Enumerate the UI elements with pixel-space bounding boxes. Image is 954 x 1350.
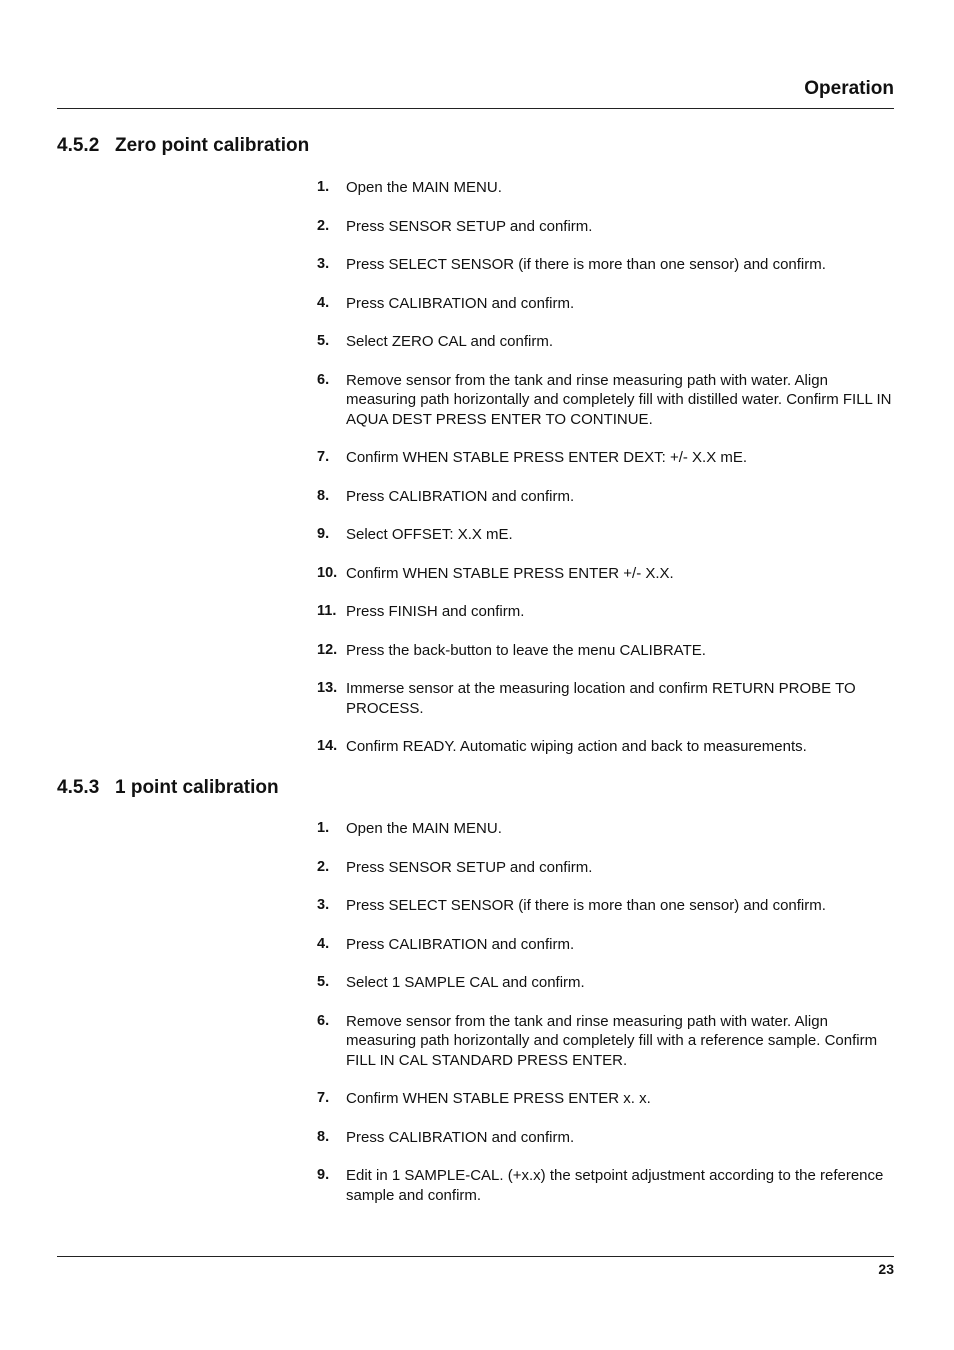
step-number: 14. (317, 738, 338, 754)
step-item (317, 525, 894, 545)
section-heading-zero-point (57, 135, 309, 157)
step-item (317, 935, 894, 955)
step-item (317, 973, 894, 993)
step-number: 2. (317, 217, 330, 234)
step-item (317, 487, 894, 507)
step-text: Press SELECT SENSOR (if there is more than one sensor) and confirm. (346, 897, 826, 914)
section-number: 4.5.3 (57, 777, 100, 798)
header-divider (57, 108, 894, 109)
step-number: 13. (317, 680, 338, 696)
step-item (317, 602, 894, 622)
page-header-title: Operation (804, 78, 894, 99)
step-text: Confirm READY. Automatic wiping action and back to measurements. (346, 738, 807, 755)
step-text: Select OFFSET: X.X mE. (346, 526, 513, 543)
step-text: Press CALIBRATION and confirm. (346, 294, 575, 312)
step-text: Confirm WHEN STABLE PRESS ENTER x. x. (346, 1090, 651, 1107)
section-title: Zero point calibration (115, 135, 310, 156)
step-item (317, 858, 894, 878)
step-number: 2. (317, 858, 330, 875)
step-item (317, 332, 894, 352)
step-text: Press FINISH and confirm. (346, 603, 525, 620)
step-number: 8. (317, 1128, 330, 1145)
step-text: Open the MAIN MENU. (346, 820, 502, 837)
step-text: Press CALIBRATION and confirm. (346, 935, 575, 953)
footer-divider (57, 1256, 894, 1257)
step-item (317, 255, 894, 275)
step-item (317, 178, 894, 198)
step-number: 4. (317, 294, 330, 311)
step-text: Press the back-button to leave the menu CALIBRATE. (346, 641, 706, 659)
step-number: 7. (317, 1090, 330, 1106)
step-text: Confirm WHEN STABLE PRESS ENTER +/- X.X. (346, 564, 674, 582)
step-text: Open the MAIN MENU. (346, 179, 502, 196)
step-text: Remove sensor from the tank and rinse measuring path with water. Align measuring path horizontally and completely fill with distilled water. Confirm FILL IN AQUA DEST PRESS ENTER TO CONTINUE. (346, 371, 892, 428)
step-number: 8. (317, 487, 330, 504)
zero-point-steps (317, 178, 894, 757)
step-number: 9. (317, 526, 330, 542)
step-item (317, 819, 894, 839)
step-item (317, 371, 894, 430)
step-text: Press SELECT SENSOR (if there is more than one sensor) and confirm. (346, 256, 826, 273)
step-text: Select ZERO CAL and confirm. (346, 333, 554, 350)
step-text: Confirm WHEN STABLE PRESS ENTER DEXT: +/- X.X mE. (346, 449, 748, 466)
step-item (317, 564, 894, 584)
step-number: 4. (317, 935, 330, 952)
step-item (317, 641, 894, 661)
step-text: Immerse sensor at the measuring location and confirm RETURN PROBE TO PROCESS. (346, 680, 856, 717)
step-item (317, 737, 894, 757)
one-point-steps (317, 819, 894, 1205)
step-item (317, 1166, 894, 1205)
step-number: 1. (317, 820, 330, 836)
step-item (317, 896, 894, 916)
page-number: 23 (878, 1261, 894, 1277)
step-number: 9. (317, 1167, 330, 1183)
step-text: Press CALIBRATION and confirm. (346, 487, 575, 505)
step-text: Press SENSOR SETUP and confirm. (346, 217, 593, 235)
step-text: Edit in 1 SAMPLE-CAL. (+x.x) the setpoint adjustment according to the reference sample and confirm. (346, 1167, 884, 1204)
step-number: 12. (317, 641, 338, 658)
step-item (317, 1012, 894, 1071)
step-item (317, 294, 894, 314)
step-text: Press SENSOR SETUP and confirm. (346, 858, 593, 876)
step-number: 11. (317, 603, 337, 619)
step-number: 6. (317, 1012, 330, 1029)
step-number: 7. (317, 449, 330, 465)
section-heading-one-point (57, 777, 279, 799)
step-item (317, 1128, 894, 1148)
step-number: 5. (317, 333, 330, 349)
step-text: Remove sensor from the tank and rinse measuring path with water. Align measuring path horizontally and completely fill with a reference sample. Confirm FILL IN CAL STANDARD PRESS ENTER. (346, 1012, 878, 1069)
section-number: 4.5.2 (57, 135, 100, 156)
step-item (317, 448, 894, 468)
step-text: Press CALIBRATION and confirm. (346, 1128, 575, 1146)
section-title: 1 point calibration (115, 777, 279, 798)
step-item (317, 217, 894, 237)
step-item (317, 1089, 894, 1109)
step-number: 5. (317, 974, 330, 990)
step-number: 3. (317, 897, 330, 913)
step-number: 3. (317, 256, 330, 272)
step-number: 6. (317, 371, 330, 388)
step-text: Select 1 SAMPLE CAL and confirm. (346, 974, 585, 991)
step-number: 10. (317, 564, 338, 581)
step-item (317, 679, 894, 718)
step-number: 1. (317, 179, 330, 195)
